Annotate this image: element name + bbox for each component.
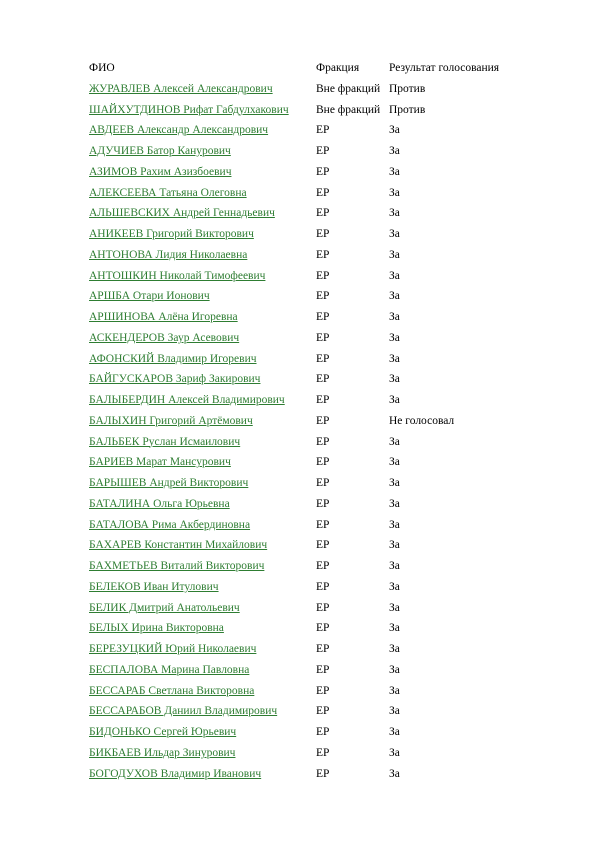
deputy-name-link[interactable]: БЕРЕЗУЦКИЙ Юрий Николаевич (89, 643, 257, 655)
vote-result-cell: За (389, 539, 400, 552)
faction-cell: ЕР (316, 622, 330, 635)
vote-result-cell: За (389, 435, 400, 448)
deputy-name-link[interactable]: АВДЕЕВ Александр Александрович (89, 124, 269, 137)
table-row (89, 307, 519, 328)
table-row (89, 162, 519, 183)
faction-cell: ЕР (316, 290, 330, 303)
faction-cell: ЕР (316, 684, 330, 697)
deputy-name-link[interactable]: БАЛЫБЕРДИН Алексей Владимирович (89, 394, 285, 406)
deputy-name-link[interactable]: АЗИМОВ Рахим Азизбоевич (89, 165, 232, 178)
vote-result-cell: За (389, 186, 400, 199)
vote-result-cell: За (389, 165, 400, 178)
vote-result-cell: За (389, 767, 400, 780)
deputy-name-link[interactable]: АРШБА Отари Ионович (89, 290, 210, 303)
faction-cell: ЕР (316, 560, 330, 572)
table-row (89, 141, 519, 162)
deputy-name-link[interactable]: АСКЕНДЕРОВ Заур Асевович (89, 331, 240, 344)
vote-result-cell: За (389, 228, 400, 240)
table-row (89, 452, 519, 473)
deputy-name-link[interactable]: БИКБАЕВ Ильдар Зинурович (89, 746, 236, 759)
table-row (89, 535, 519, 556)
deputy-name-link[interactable]: АЛЬШЕВСКИХ Андрей Геннадьевич (89, 207, 275, 220)
deputy-name-link[interactable]: АРШИНОВА Алёна Игоревна (89, 311, 238, 323)
table-row (89, 701, 519, 722)
vote-result-cell: За (389, 497, 400, 510)
deputy-name-link[interactable]: АДУЧИЕВ Батор Канурович (89, 145, 231, 157)
vote-result-cell: За (389, 746, 400, 759)
table-row (89, 494, 519, 515)
vote-result-cell: За (389, 290, 400, 303)
faction-cell: ЕР (316, 539, 330, 552)
vote-result-cell: За (389, 331, 400, 344)
vote-result-cell: За (389, 394, 400, 406)
faction-cell: ЕР (316, 746, 330, 759)
deputy-name-link[interactable]: БЕЛИК Дмитрий Анатольевич (89, 601, 240, 614)
table-row (89, 100, 519, 121)
vote-result-cell: За (389, 622, 400, 635)
deputy-name-link[interactable]: БЕСПАЛОВА Марина Павловна (89, 663, 250, 676)
vote-result-cell: Против (389, 103, 426, 116)
vote-result-cell: За (389, 560, 400, 572)
faction-cell: ЕР (316, 643, 330, 655)
faction-cell: ЕР (316, 497, 330, 510)
faction-cell: ЕР (316, 165, 330, 178)
vote-result-cell: За (389, 684, 400, 697)
faction-cell: ЕР (316, 228, 330, 240)
faction-cell: ЕР (316, 352, 330, 365)
faction-cell: ЕР (316, 705, 330, 718)
faction-cell: Вне фракций (316, 82, 381, 95)
faction-cell: ЕР (316, 414, 330, 427)
table-row (89, 286, 519, 307)
table-row (89, 349, 519, 370)
faction-cell: ЕР (316, 435, 330, 448)
faction-cell: ЕР (316, 373, 330, 386)
vote-result-cell: За (389, 207, 400, 220)
deputy-name-link[interactable]: БАРИЕВ Марат Мансурович (89, 456, 231, 469)
deputy-name-link[interactable]: БАЛЬБЕК Руслан Исмаилович (89, 435, 241, 448)
table-row (89, 390, 519, 411)
table-row (89, 722, 519, 743)
deputy-name-link[interactable]: БАРЫШЕВ Андрей Викторович (89, 477, 249, 489)
deputy-name-link[interactable]: БАЛЫХИН Григорий Артёмович (89, 414, 253, 427)
vote-result-cell: За (389, 456, 400, 469)
vote-result-cell: За (389, 663, 400, 676)
faction-cell: ЕР (316, 145, 330, 157)
faction-cell: ЕР (316, 601, 330, 614)
vote-result-cell: За (389, 124, 400, 137)
faction-cell: ЕР (316, 311, 330, 323)
table-row (89, 224, 519, 245)
table-header-row (89, 58, 519, 79)
header-result: Результат голосования (389, 62, 500, 74)
faction-cell: ЕР (316, 456, 330, 469)
table-row (89, 598, 519, 619)
faction-cell: ЕР (316, 248, 330, 261)
table-row (89, 556, 519, 577)
deputy-name-link[interactable]: БИДОНЬКО Сергей Юрьевич (89, 726, 237, 738)
table-row (89, 203, 519, 224)
table-row (89, 120, 519, 141)
table-row (89, 328, 519, 349)
deputy-name-link[interactable]: БЕССАРАБОВ Даниил Владимирович (89, 705, 278, 718)
faction-cell: ЕР (316, 767, 330, 780)
header-faction: Фракция (316, 62, 360, 74)
faction-cell: ЕР (316, 518, 330, 531)
table-row (89, 369, 519, 390)
vote-result-cell: Против (389, 82, 426, 95)
vote-result-cell: За (389, 269, 400, 282)
vote-result-cell: За (389, 726, 400, 738)
table-row (89, 473, 519, 494)
table-row (89, 660, 519, 681)
table-row (89, 577, 519, 598)
table-row (89, 743, 519, 764)
deputy-name-link[interactable]: ЖУРАВЛЕВ Алексей Александрович (89, 82, 273, 95)
header-name: ФИО (89, 62, 115, 74)
deputy-name-link[interactable]: ШАЙХУТДИНОВ Рифат Габдулхакович (89, 103, 289, 116)
table-body (89, 79, 519, 785)
table-row (89, 618, 519, 639)
vote-result-cell: За (389, 248, 400, 261)
vote-result-cell: За (389, 601, 400, 614)
table-row (89, 764, 519, 785)
deputy-name-link[interactable]: БЕЛЕКОВ Иван Итулович (89, 580, 219, 593)
vote-result-cell: За (389, 580, 400, 593)
vote-result-cell: За (389, 145, 400, 157)
deputy-name-link[interactable]: БОГОДУХОВ Владимир Иванович (89, 767, 262, 780)
faction-cell: ЕР (316, 186, 330, 199)
table-row (89, 411, 519, 432)
faction-cell: ЕР (316, 663, 330, 676)
vote-result-cell: За (389, 352, 400, 365)
voting-results-table (89, 58, 519, 784)
vote-result-cell: За (389, 643, 400, 655)
table-row (89, 639, 519, 660)
faction-cell: ЕР (316, 580, 330, 593)
table-row (89, 79, 519, 100)
deputy-name-link[interactable]: АНТОНОВА Лидия Николаевна (89, 248, 248, 261)
table-row (89, 183, 519, 204)
faction-cell: ЕР (316, 124, 330, 137)
deputy-name-link[interactable]: АНИКЕЕВ Григорий Викторович (89, 228, 254, 240)
deputy-name-link[interactable]: АЛЕКСЕЕВА Татьяна Олеговна (89, 186, 247, 199)
vote-result-cell: За (389, 311, 400, 323)
faction-cell: ЕР (316, 269, 330, 282)
faction-cell: Вне фракций (316, 103, 381, 116)
vote-result-cell: За (389, 705, 400, 718)
vote-result-cell: За (389, 477, 400, 489)
deputy-name-link[interactable]: БАЙГУСКАРОВ Зариф Закирович (89, 373, 261, 386)
faction-cell: ЕР (316, 726, 330, 738)
faction-cell: ЕР (316, 207, 330, 220)
deputy-name-link[interactable]: БАХМЕТЬЕВ Виталий Викторович (89, 560, 265, 572)
vote-result-cell: За (389, 518, 400, 531)
deputy-name-link[interactable]: БАХАРЕВ Константин Михайлович (89, 539, 268, 552)
table-row (89, 681, 519, 702)
vote-result-cell: За (389, 373, 400, 386)
deputy-name-link[interactable]: АФОНСКИЙ Владимир Игоревич (89, 352, 257, 365)
deputy-name-link[interactable]: БЕЛЫХ Ирина Викторовна (89, 622, 224, 635)
vote-result-cell: Не голосовал (389, 414, 455, 427)
deputy-name-link[interactable]: БАТАЛИНА Ольга Юрьевна (89, 497, 230, 510)
faction-cell: ЕР (316, 394, 330, 406)
faction-cell: ЕР (316, 331, 330, 344)
faction-cell: ЕР (316, 477, 330, 489)
deputy-name-link[interactable]: БЕССАРАБ Светлана Викторовна (89, 684, 255, 697)
table-row (89, 245, 519, 266)
table-row (89, 432, 519, 453)
deputy-name-link[interactable]: АНТОШКИН Николай Тимофеевич (89, 269, 266, 282)
table-row (89, 266, 519, 287)
table-row (89, 515, 519, 536)
deputy-name-link[interactable]: БАТАЛОВА Рима Акбердиновна (89, 518, 251, 531)
